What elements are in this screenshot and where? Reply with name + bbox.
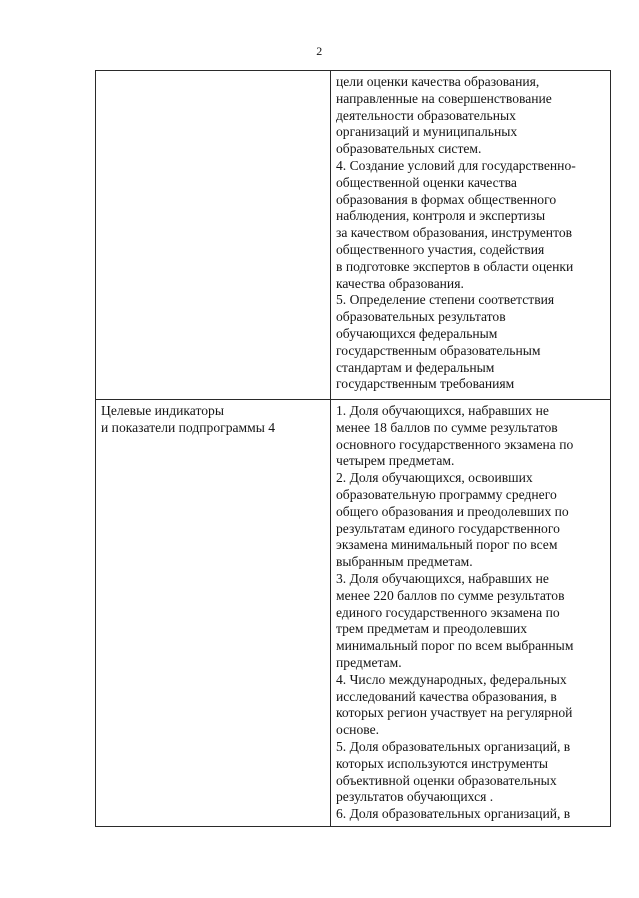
table-row <box>96 71 611 400</box>
table-cell-content <box>331 400 611 827</box>
table-row <box>96 400 611 827</box>
cell-text: Целевые индикаторы и показатели подпрограммы 4 <box>101 403 276 435</box>
cell-text: цели оценки качества образования, направленные на совершенствование деятельности образовательных организаций и муниципальных образовательных систем. 4. Создание условий для государственно- общественной оценки качества образования в формах общественного наблюдения, контроля и экспертизы за качеством образования, инструментов общественного участия, содействия в подготовке экспертов в области оценки качества образования. 5. Определение степени соответствия образовательных результатов обучающихся федеральным государственным образовательным стандартам и федеральным государственным требованиям <box>336 74 576 392</box>
table-cell-label <box>96 71 331 400</box>
table-cell-content <box>331 71 611 400</box>
cell-text: 1. Доля обучающихся, набравших не менее 18 баллов по сумме результатов основного государственного экзамена по четырем предметам. 2. Доля обучающихся, освоивших образовательную программу среднего общего образования и преодолевших по результатам единого государственного экзамена минимальный порог по всем выбранным предметам. 3. Доля обучающихся, набравших не менее 220 баллов по сумме результатов единого государственного экзамена по трем предметам и преодолевших минимальный порог по всем выбранным предметам. 4. Число международных, федеральных исследований качества образования, в которых регион участвует на регулярной основе. 5. Доля образовательных организаций, в которых используются инструменты объективной оценки образовательных результатов обучающихся . 6. Доля образовательных организаций, в <box>336 403 574 822</box>
program-passport-table <box>95 70 611 827</box>
table-cell-label <box>96 400 331 827</box>
page-number: 2 <box>316 44 323 58</box>
